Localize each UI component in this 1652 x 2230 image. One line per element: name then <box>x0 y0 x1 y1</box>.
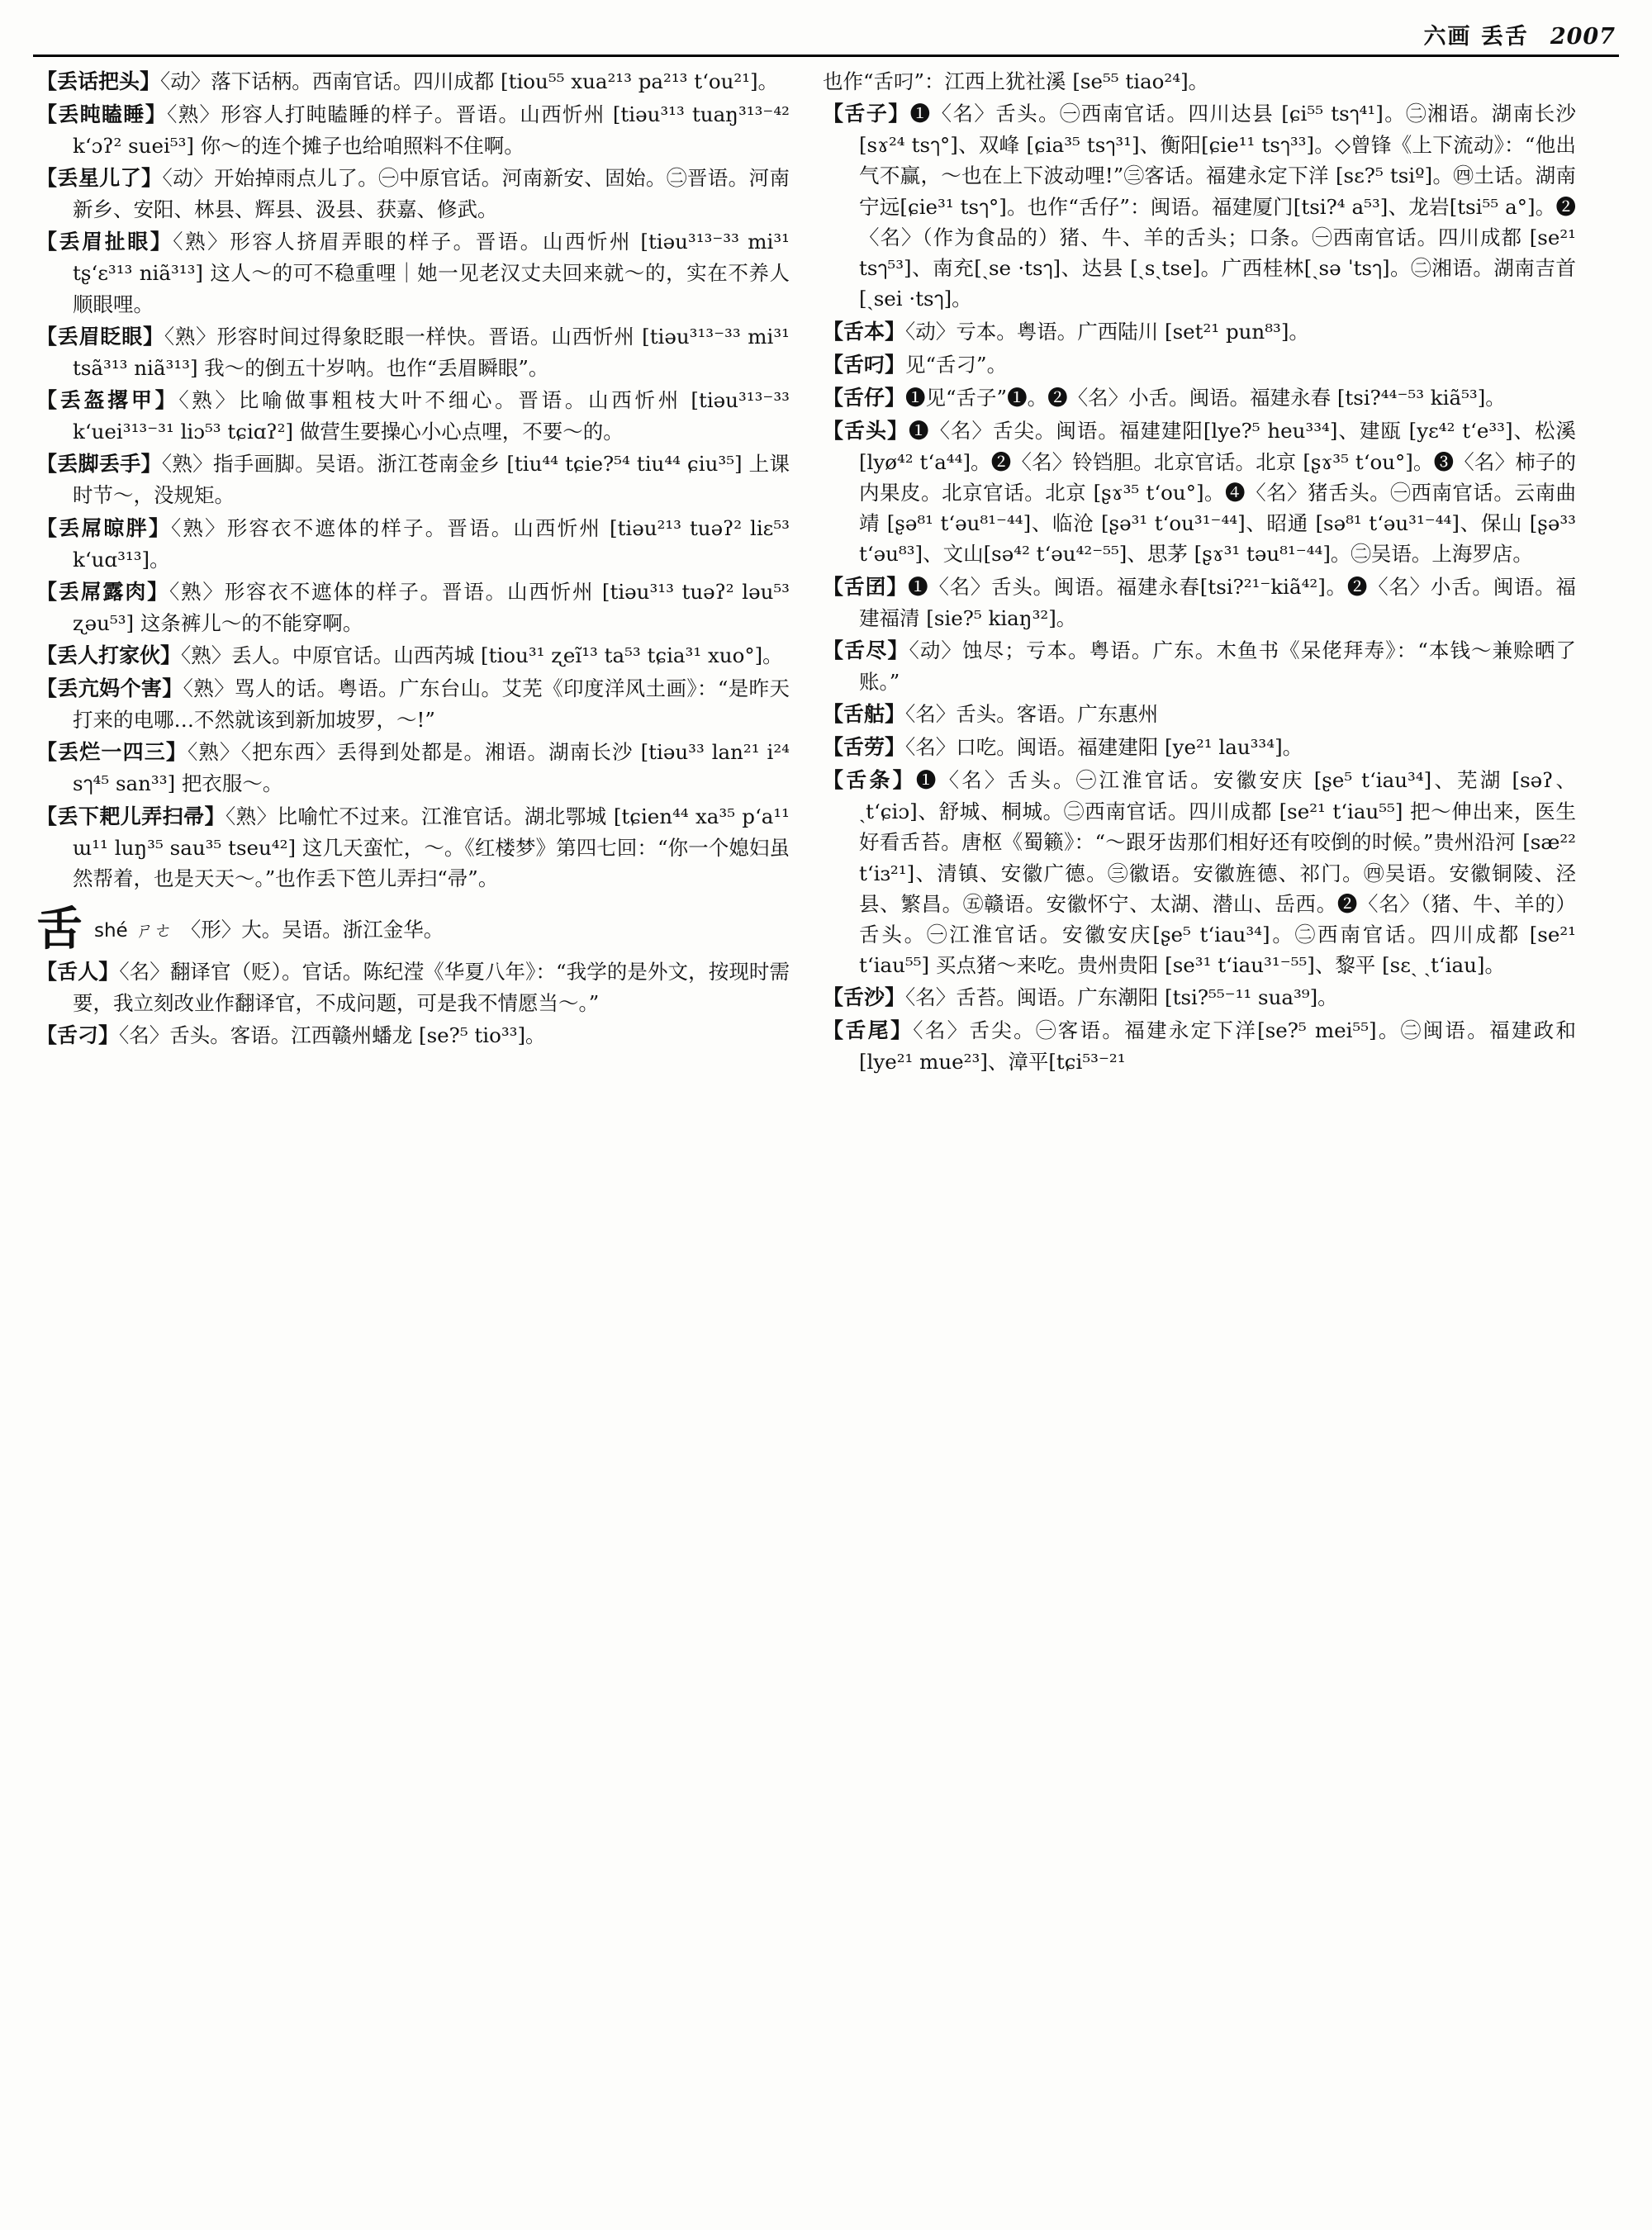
dictionary-entry <box>36 737 790 799</box>
dictionary-entry <box>36 99 790 161</box>
dictionary-entry <box>823 572 1576 633</box>
entry-headword: 【丢脚丢手】 <box>36 452 162 477</box>
dictionary-entry <box>36 385 790 447</box>
entry-headword: 【舌刁】 <box>36 1023 120 1048</box>
left-column <box>36 66 790 2213</box>
dictionary-entry <box>36 163 790 225</box>
entry-headword: 【舌人】 <box>36 960 120 985</box>
entry-body: 〈熟〉形容衣不遮体的样子。晋语。山西忻州 [tiəu²¹³ tuəʔ² liɛ⁵³ kʻuɑ³¹³]。 <box>73 515 790 572</box>
page-header <box>1423 18 1616 50</box>
entry-body: 〈熟〉形容人打盹瞌睡的样子。晋语。山西忻州 [tiəu³¹³ tuaŋ³¹³⁻⁴² kʻɔʔ² suei⁵³] 你～的连个摊子也给咱照料不住啊。 <box>73 102 790 158</box>
entry-body: ❶见“舌子”❶。❷〈名〉小舌。闽语。福建永春 [tsi?⁴⁴⁻⁵³ kiã⁵³]。 <box>905 385 1506 410</box>
zhuyin-reading: ㄕㄜ <box>135 921 173 942</box>
entry-headword: 【舌沙】 <box>823 985 906 1010</box>
dictionary-entry <box>36 513 790 575</box>
entry-body: 〈熟〉比喻做事粗枝大叶不细心。晋语。山西忻州 [tiəu³¹³⁻³³ kʻuei³¹³⁻³¹ liɔ⁵³ tɕiɑʔ²] 做营生要操心小心点哩，不要～的。 <box>73 388 790 444</box>
dictionary-entry <box>823 98 1576 314</box>
dictionary-entry <box>36 801 790 894</box>
entry-headword: 【丢盹瞌睡】 <box>36 102 168 126</box>
entry-headword: 【丢亢妈个害】 <box>36 676 183 701</box>
dictionary-entry <box>36 576 790 638</box>
columns-container <box>36 66 1616 2213</box>
dictionary-entry <box>823 982 1576 1013</box>
entry-continuation <box>823 66 1576 97</box>
syllable-heading-entry <box>36 903 790 957</box>
entry-headword: 【舌劳】 <box>823 735 906 760</box>
entry-headword: 【丢眉眨眼】 <box>36 324 164 349</box>
entry-headword: 【丢眉扯眼】 <box>36 230 173 254</box>
entry-headword: 【丢屌晾胖】 <box>36 515 171 540</box>
entry-body: 〈熟〉丢人。中原官话。山西芮城 [tiou³¹ ʐeĩ¹³ ta⁵³ tɕia³¹ xuo°]。 <box>181 643 783 668</box>
right-column <box>823 66 1576 2213</box>
dictionary-entry <box>36 321 790 383</box>
entry-body: 〈名〉舌尖。㊀客语。福建永定下洋[se?⁵ mei⁵⁵]。㊁闽语。福建政和 [lye²¹ mue²³]、漳平[tɕi⁵³⁻²¹ <box>859 1018 1576 1075</box>
page-number: 2007 <box>1550 24 1616 50</box>
entry-body: 〈形〉大。吴语。浙江金华。 <box>180 918 444 942</box>
dictionary-entry <box>823 1015 1576 1077</box>
entry-body: 〈名〉翻译官（贬）。官话。陈纪滢《华夏八年》：“我学的是外文，按现时需要，我立刻改业作翻译官，不成问题，可是我不情愿当～。” <box>73 960 790 1016</box>
entry-headword: 【舌尽】 <box>823 638 909 662</box>
entry-body: ❶〈名〉舌头。㊀江淮官话。安徽安庆 [ʂe⁵ tʻiau³⁴]、芜湖 [səʔ、ˎtʻɕiɔ]、舒城、桐城。㊁西南官话。四川成都 [se²¹ tʻiau⁵⁵] 把～伸出来，医生好看舌苔。唐枢《蜀籁》：“～跟牙齿那们相好还有咬倒的时候。”贵州沿河 [sæ²² tʻiɜ²¹]、清镇、安徽广德。㊂徽语。安徽旌德、祁门。㊃吴语。安徽铜陵、泾县、繁昌。㊄赣语。安徽怀宁、太湖、潜山、岳西。❷〈名〉（猪、牛、羊的）舌头。㊀江淮官话。安徽安庆[ʂe⁵ tʻiau³⁴]。㊁西南官话。四川成都 [se²¹ tʻiau⁵⁵] 买点猪～来吃。贵州贵阳 [se³¹ tʻiau³¹⁻⁵⁵]、黎平 [sɛˎ ˎtʻiau]。 <box>859 768 1576 978</box>
entry-body: 〈名〉舌苔。闽语。广东潮阳 [tsi?⁵⁵⁻¹¹ sua³⁹]。 <box>905 985 1338 1010</box>
dictionary-entry <box>36 448 790 510</box>
entry-body: 〈名〉舌头。客语。江西赣州蟠龙 [se?⁵ tio³³]。 <box>119 1023 546 1048</box>
entry-body: ❶〈名〉舌尖。闽语。福建建阳[lye?⁵ heu³³⁴]、建瓯 [yɛ⁴² tʻe³³]、松溪 [lyø⁴² tʻa⁴⁴]。❷〈名〉铃铛胆。北京官话。北京 [ʂɤ³⁵ tʻou°]。❸〈名〉柿子的内果皮。北京官话。北京 [ʂɤ³⁵ tʻou°]。❹〈名〉猪舌头。㊀西南官话。云南曲靖 [ʂə⁸¹ tʻəu⁸¹⁻⁴⁴]、临沧 [ʂə³¹ tʻou³¹⁻⁴⁴]、昭通 [sə⁸¹ tʻəu³¹⁻⁴⁴]、保山 [ʂə³³ tʻəu⁸³]、文山[sə⁴² tʻəu⁴²⁻⁵⁵]、思茅 [ʂɤ³¹ təu⁸¹⁻⁴⁴]。㊁吴语。上海罗店。 <box>859 418 1576 567</box>
entry-headword: 【丢屌露肉】 <box>36 579 169 604</box>
entry-body: 〈动〉落下话柄。西南官话。四川成都 [tiou⁵⁵ xua²¹³ pa²¹³ tʻou²¹]。 <box>160 69 779 93</box>
entry-body: 〈动〉亏本。粤语。广西陆川 [set²¹ pun⁸³]。 <box>905 319 1309 344</box>
entry-headword: 【舌条】 <box>823 768 916 793</box>
entry-body: 也作“舌叼”：江西上犹社溪 [se⁵⁵ tiao²⁴]。 <box>823 69 1209 93</box>
entry-body: 〈熟〉形容人挤眉弄眼的样子。晋语。山西忻州 [tiəu³¹³⁻³³ mi³¹ tʂʻɛ³¹³ niã³¹³] 这人～的可不稳重哩｜她一见老汉丈夫回来就～的，实在不养人顺眼哩。 <box>73 230 790 316</box>
dictionary-entry <box>823 635 1576 697</box>
entry-headword: 【丢话把头】 <box>36 69 161 93</box>
dictionary-entry <box>36 956 790 1018</box>
dictionary-entry <box>823 316 1576 348</box>
entry-body: ❶〈名〉舌头。闽语。福建永春[tsi?²¹⁻kiã⁴²]。❷〈名〉小舌。闽语。福建福清 [sie?⁵ kiaŋ³²]。 <box>859 574 1576 630</box>
entry-headword: 【舌子】 <box>823 102 910 126</box>
entry-body: ❶〈名〉舌头。㊀西南官话。四川达县 [ɕi⁵⁵ tsๅ⁴¹]。㊁湘语。湖南长沙 [sɤ²⁴ tsๅ°]、双峰 [ɕia³⁵ tsๅ³¹]、衡阳[ɕie¹¹ tsๅ³³]。◇曾锋《上下流动》：“他出气不赢，～也在上下波动哩!”㊂客话。福建永定下洋 [sɛ?⁵ tsiº]。㊃土话。湖南宁远[ɕie³¹ tsๅ°]。也作“舌仔”：闽语。福建厦门[tsi?⁴ a⁵³]、龙岩[tsi⁵⁵ a°]。❷〈名〉（作为食品的）猪、牛、羊的舌头；口条。㊀西南官话。四川成都 [se²¹ tsๅ⁵³]、南充[ˎse ·tsๅ]、达县 [ˎsˎtse]。广西桂林[ˎsə ˈtsๅ]。㊁湘语。湖南吉首 [ˎsei ·tsๅ]。 <box>859 102 1576 311</box>
dictionary-entry <box>823 765 1576 980</box>
entry-body: 〈熟〉形容时间过得象眨眼一样快。晋语。山西忻州 [tiəu³¹³⁻³³ mi³¹ tsã³¹³ niã³¹³] 我～的倒五十岁呐。也作“丢眉瞬眼”。 <box>73 324 790 380</box>
entry-headword: 【舌头】 <box>823 418 909 443</box>
entry-headword: 【丢下耙儿弄扫帚】 <box>36 804 225 828</box>
entry-body: 〈动〉蚀尽；亏本。粤语。广东。木鱼书《呆佬拜寿》：“本钱～兼赊晒了账。” <box>859 638 1576 694</box>
entry-body: 〈动〉开始掉雨点儿了。㊀中原官话。河南新安、固始。㊁晋语。河南新乡、安阳、林县、辉县、汲县、获嘉、修武。 <box>73 166 790 222</box>
entry-body: 〈名〉舌头。客语。广东惠州 <box>905 702 1159 727</box>
running-head: 六画 丢舌 <box>1423 24 1529 50</box>
entry-headword: 【舌叼】 <box>823 352 906 377</box>
entry-body: 〈名〉口吃。闽语。福建建阳 [ye²¹ lau³³⁴]。 <box>905 735 1303 760</box>
entry-headword: 【舌尾】 <box>823 1018 914 1043</box>
entry-headword: 【丢人打家伙】 <box>36 643 182 668</box>
entry-headword: 【舌囝】 <box>823 574 909 599</box>
dictionary-entry <box>823 415 1576 570</box>
entry-headword: 【丢盔撂甲】 <box>36 388 179 413</box>
entry-body: 〈熟〉指手画脚。吴语。浙江苍南金乡 [tiu⁴⁴ tɕie?⁵⁴ tiu⁴⁴ ɕiu³⁵] 上课时节～，没规矩。 <box>73 452 790 508</box>
entry-headword: 【丢星儿了】 <box>36 166 163 191</box>
entry-headword: 【舌䑩】 <box>823 702 906 727</box>
entry-body: 〈熟〉比喻忙不过来。江淮官话。湖北鄂城 [tɕien⁴⁴ xa³⁵ pʻa¹¹ ɯ¹¹ luŋ³⁵ sau³⁵ tseu⁴²] 这几天蛮忙，～。《红楼梦》第四七回：“你一个媳妇虽然帮着，也是天天～。”也作丢下笆儿弄扫“帚”。 <box>73 804 790 890</box>
dictionary-entry <box>823 732 1576 763</box>
entry-headword: 【舌本】 <box>823 319 906 344</box>
big-headword-character: 舌 <box>36 903 83 957</box>
entry-body: 见“舌刁”。 <box>905 352 1008 377</box>
dictionary-entry <box>36 226 790 319</box>
dictionary-entry <box>823 699 1576 730</box>
entry-body: 〈熟〉形容衣不遮体的样子。晋语。山西忻州 [tiəu³¹³ tuəʔ² ləu⁵³ ʐəu⁵³] 这条裤儿～的不能穿啊。 <box>73 579 790 635</box>
entry-body: 〈熟〉骂人的话。粤语。广东台山。艾芜《印度洋风土画》：“是昨天打来的电哪…不然就该到新加坡罗，～!” <box>73 676 790 733</box>
dictionary-entry <box>823 349 1576 381</box>
dictionary-entry <box>36 640 790 671</box>
entry-body: 〈熟〉〈把东西〉丢得到处都是。湘语。湖南长沙 [tiəu³³ lan²¹ i²⁴ sๅ⁴⁵ san³³] 把衣服～。 <box>73 740 790 796</box>
dictionary-entry <box>823 382 1576 414</box>
dictionary-entry <box>36 1020 790 1051</box>
header-rule <box>33 55 1619 57</box>
dictionary-entry <box>36 673 790 735</box>
entry-headword: 【舌仔】 <box>823 385 906 410</box>
dictionary-entry <box>36 66 790 97</box>
entry-headword: 【丢烂一四三】 <box>36 740 188 765</box>
pinyin-reading: shé <box>94 920 128 942</box>
